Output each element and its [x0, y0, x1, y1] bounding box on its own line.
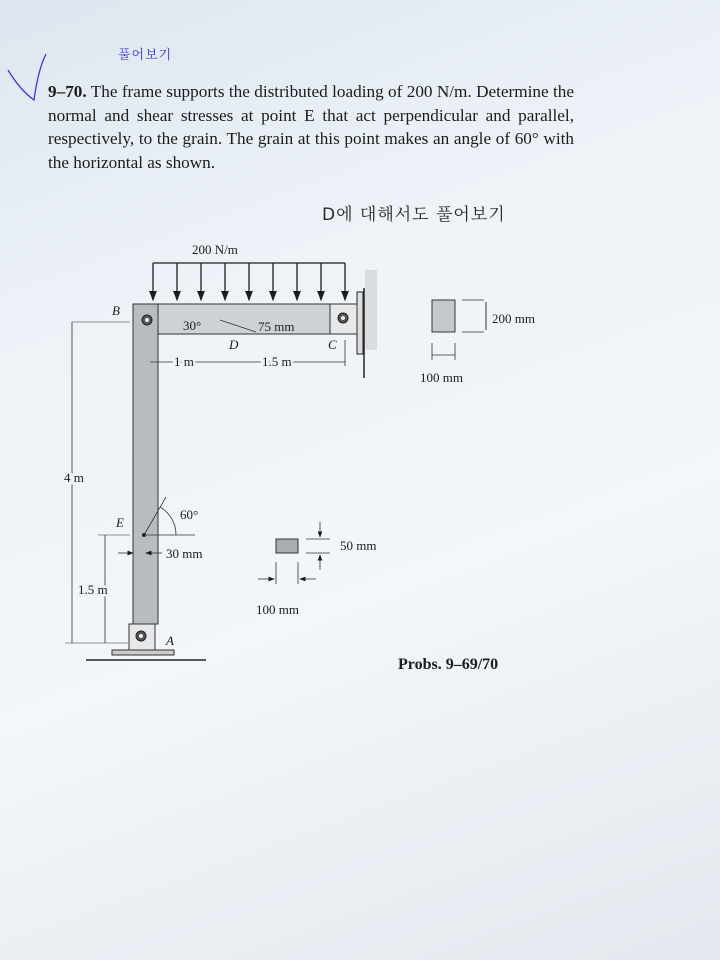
- dim-1-5m-left: 1.5 m: [78, 582, 108, 597]
- load-label: 200 N/m: [192, 242, 238, 257]
- cross-section-bc: [432, 300, 455, 332]
- pin-b: [142, 315, 152, 325]
- handwritten-note-top: 풀어보기: [118, 48, 173, 63]
- distributed-load-arrows: [153, 263, 345, 300]
- dim-75mm: 75 mm: [258, 319, 295, 334]
- angle-d-label: 30°: [183, 318, 202, 333]
- angle-e-label: 60°: [180, 507, 199, 522]
- dim-4m: 4 m: [64, 470, 84, 485]
- pin-a: [136, 631, 146, 641]
- cross-section-ab: [276, 539, 298, 553]
- problem-number: 9–70.: [48, 82, 87, 101]
- dim-30mm: 30 mm: [166, 546, 203, 561]
- wall-support: [357, 270, 377, 378]
- label-e: E: [116, 515, 124, 530]
- column-ab: [133, 304, 158, 624]
- section-ab-width: 100 mm: [256, 602, 299, 617]
- label-d: D: [229, 337, 239, 352]
- dim-1m: 1 m: [174, 354, 194, 369]
- dim-1-5m-top: 1.5 m: [262, 354, 292, 369]
- section-bc-height: 200 mm: [492, 311, 535, 326]
- section-ab-height: 50 mm: [340, 538, 377, 553]
- problem-text: The frame supports the distributed loading of 200 N/m. Determine the normal and shear stresses at point E that act perpendicular and parallel, respectively, to the grain. The grain at this point makes an angle of 60° with the horizontal as shown.: [48, 82, 574, 172]
- label-c: C: [328, 337, 337, 352]
- figure-caption: Probs. 9–69/70: [398, 656, 499, 673]
- section-bc-width: 100 mm: [420, 370, 463, 385]
- label-b: B: [112, 303, 120, 318]
- pin-c: [338, 313, 348, 323]
- label-a: A: [166, 633, 174, 648]
- beam-bc: [150, 304, 332, 334]
- handwritten-note-d: D에 대해서도 풀어보기: [322, 205, 506, 225]
